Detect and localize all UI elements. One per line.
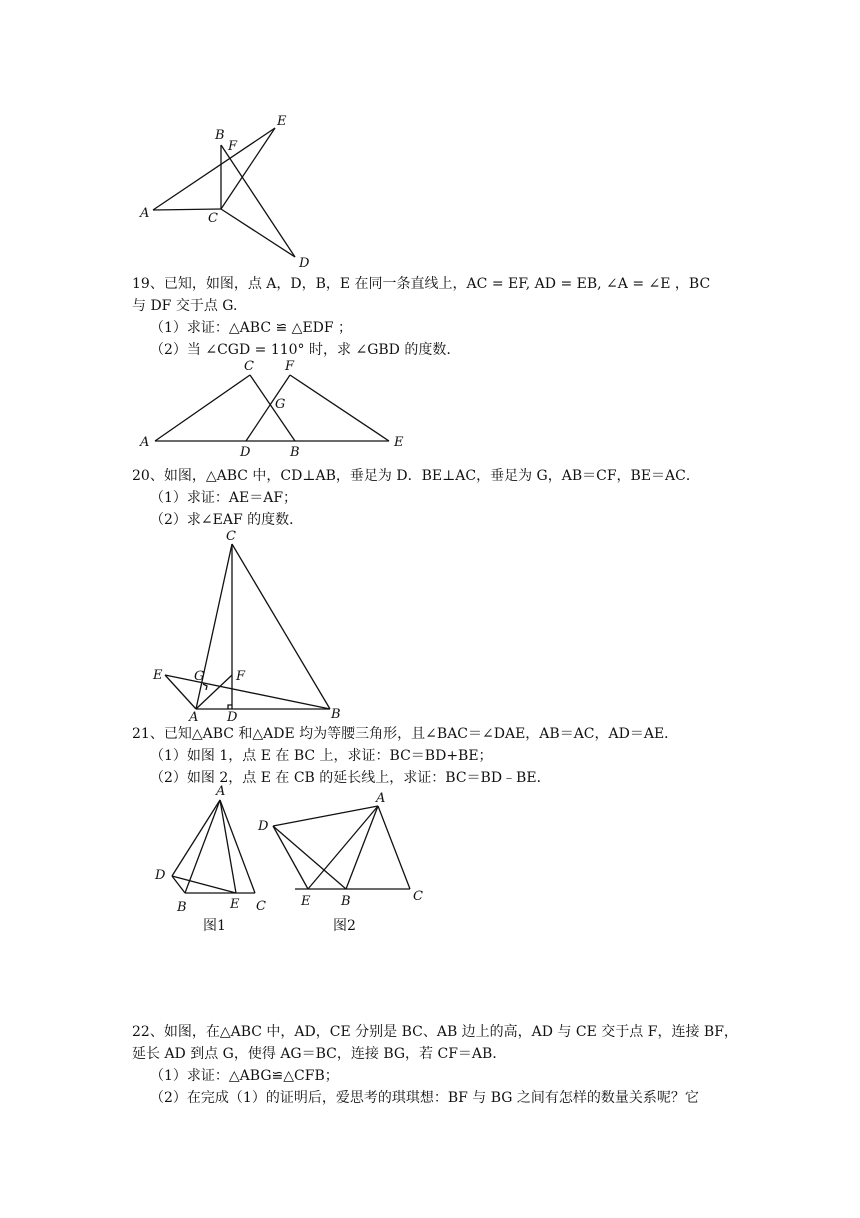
q22-part1: （1）求证：△ABG≌△CFB； (150, 1068, 339, 1084)
fig20-label-c: C (226, 529, 236, 544)
figure-q20 (145, 526, 355, 724)
q19-part2: （2）当 ∠CGD = 110° 时，求 ∠GBD 的度数. (150, 342, 451, 358)
figure-q21-2 (255, 784, 435, 936)
fig21a-label-a: A (216, 784, 226, 799)
fig21b-label-c: C (413, 889, 423, 904)
figure-q19 (130, 356, 420, 460)
fig21b-caption: 图2 (333, 918, 356, 934)
fig18-label-c: C (208, 211, 218, 226)
q22-part2: （2）在完成（1）的证明后，爱思考的琪琪想：BF 与 BG 之间有怎样的数量关系呢？它 (150, 1090, 699, 1106)
q22-line2: 延长 AD 到点 G，使得 AG＝BC，连接 BG，若 CF＝AB． (132, 1046, 507, 1062)
fig18-label-a: A (140, 206, 150, 221)
fig20-label-g: G (194, 669, 205, 684)
fig21a-caption: 图1 (203, 918, 226, 934)
fig19-label-e: E (394, 435, 404, 450)
fig18-label-e: E (277, 114, 287, 129)
fig21b-label-d: D (258, 819, 269, 834)
q21-part2: （2）如图 2，点 E 在 CB 的延长线上，求证：BC＝BD﹣BE． (150, 770, 551, 786)
fig20-label-f: F (236, 669, 246, 684)
fig18-label-b: B (215, 128, 225, 143)
fig21b-label-e: E (301, 894, 311, 909)
fig19-label-c: C (244, 359, 254, 374)
fig21a-label-c: C (256, 899, 266, 914)
fig20-label-b: B (331, 707, 341, 722)
q20-part2: （2）求∠EAF 的度数． (150, 512, 304, 528)
q21-line1: 21、已知△ABC 和△ADE 均为等腰三角形，且∠BAC＝∠DAE，AB＝AC，AD＝AE． (132, 726, 679, 742)
fig21a-label-b: B (177, 900, 187, 915)
q21-part1: （1）如图 1，点 E 在 BC 上，求证：BC＝BD+BE； (150, 748, 493, 764)
fig20-label-a: A (189, 710, 199, 724)
fig19-label-g: G (275, 397, 286, 412)
fig19-label-b: B (290, 445, 300, 460)
fig21b-label-a: A (376, 791, 386, 806)
fig18-label-d: D (299, 256, 310, 270)
fig20-label-d: D (227, 710, 238, 724)
figure-q18 (130, 110, 320, 270)
q20-line1: 20、如图，△ABC 中，CD⊥AB，垂足为 D．BE⊥AC，垂足为 G，AB＝CF，BE＝AC． (132, 468, 700, 484)
q19-line1: 19、已知，如图，点 A，D，B，E 在同一条直线上，AC = EF, AD = EB, ∠A = ∠E ，BC (132, 276, 711, 292)
fig19-label-d: D (240, 445, 251, 460)
q19-line2: 与 DF 交于点 G. (132, 298, 238, 314)
q22-line1: 22、如图，在△ABC 中，AD，CE 分别是 BC、AB 边上的高，AD 与 CE 交于点 F，连接 BF， (132, 1024, 738, 1040)
fig21a-label-d: D (155, 868, 166, 883)
fig21a-label-e: E (230, 897, 240, 912)
fig19-label-a: A (140, 435, 150, 450)
fig21b-label-b: B (341, 894, 351, 909)
fig20-label-e: E (153, 668, 163, 683)
q19-part1: （1）求证：△ABC ≌ △EDF ； (150, 320, 353, 336)
fig18-label-f: F (228, 139, 238, 154)
fig19-label-f: F (285, 359, 295, 374)
q20-part1: （1）求证：AE＝AF； (150, 490, 298, 506)
